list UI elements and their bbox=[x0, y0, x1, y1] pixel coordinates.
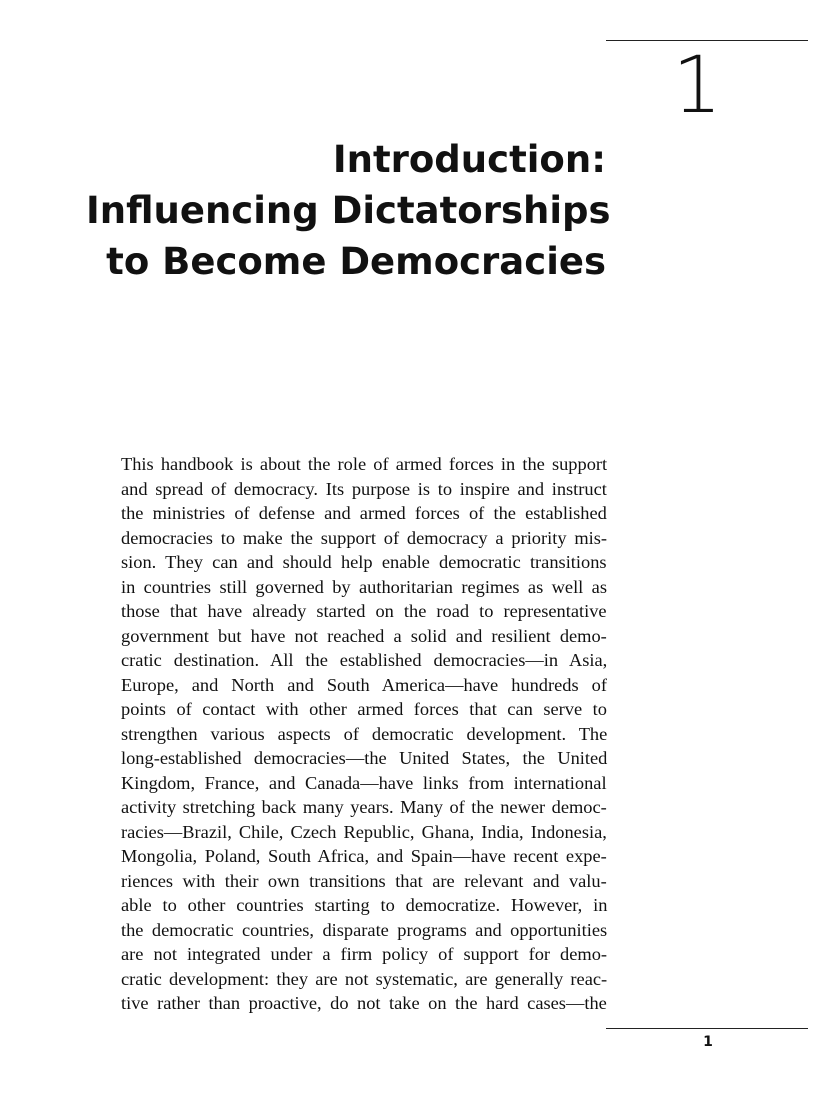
body-line: points of contact with other armed forces that can serve to bbox=[121, 699, 607, 719]
page-number: 1 bbox=[703, 1034, 713, 1050]
bottom-rule bbox=[606, 1028, 808, 1029]
body-line: are not integrated under a firm policy of support for demo- bbox=[121, 944, 608, 964]
body-line: riences with their own transitions that are relevant and valu- bbox=[121, 870, 607, 891]
body-line: Mongolia, Poland, South Africa, and Spain—have recent expe- bbox=[121, 846, 607, 866]
chapter-title-line: Introduction: bbox=[332, 138, 606, 181]
body-line: in countries still governed by authoritarian regimes as well as bbox=[121, 576, 607, 597]
chapter-number: 1 bbox=[672, 41, 720, 131]
chapter-title bbox=[86, 134, 611, 287]
body-line: and spread of democracy. Its purpose is to inspire and instruct bbox=[121, 478, 607, 499]
body-line: long-established democracies—the United States, the United bbox=[121, 748, 608, 768]
body-line: tive rather than proactive, do not take on the hard cases—the bbox=[121, 993, 607, 1013]
body-line: able to other countries starting to democratize. However, in bbox=[121, 895, 608, 915]
body-line: the ministries of defense and armed forces of the established bbox=[121, 503, 607, 523]
body-line: strengthen various aspects of democratic development. The bbox=[121, 723, 608, 744]
body-line: cratic destination. All the established democracies—in Asia, bbox=[121, 650, 608, 670]
body-line: cratic development: they are not systematic, are generally reac- bbox=[121, 968, 608, 989]
body-line: the democratic countries, disparate programs and opportunities bbox=[121, 919, 608, 940]
body-line: Europe, and North and South America—have hundreds of bbox=[121, 674, 607, 695]
body-line: racies—Brazil, Chile, Czech Republic, Ghana, India, Indonesia, bbox=[121, 821, 607, 842]
body-paragraph bbox=[121, 452, 607, 1016]
chapter-title-line: to Become Democracies bbox=[106, 240, 606, 283]
body-line: government but have not reached a solid and resilient demo- bbox=[121, 625, 607, 646]
body-line: activity stretching back many years. Many of the newer democ- bbox=[121, 797, 607, 817]
body-line: those that have already started on the road to representative bbox=[121, 601, 607, 621]
body-line: This handbook is about the role of armed forces in the support bbox=[121, 454, 608, 474]
chapter-title-line: Influencing Dictatorships bbox=[86, 189, 611, 232]
body-line: Kingdom, France, and Canada—have links from international bbox=[121, 772, 607, 793]
body-line: sion. They can and should help enable democratic transitions bbox=[121, 552, 607, 572]
body-line: democracies to make the support of democracy a priority mis- bbox=[121, 527, 608, 548]
